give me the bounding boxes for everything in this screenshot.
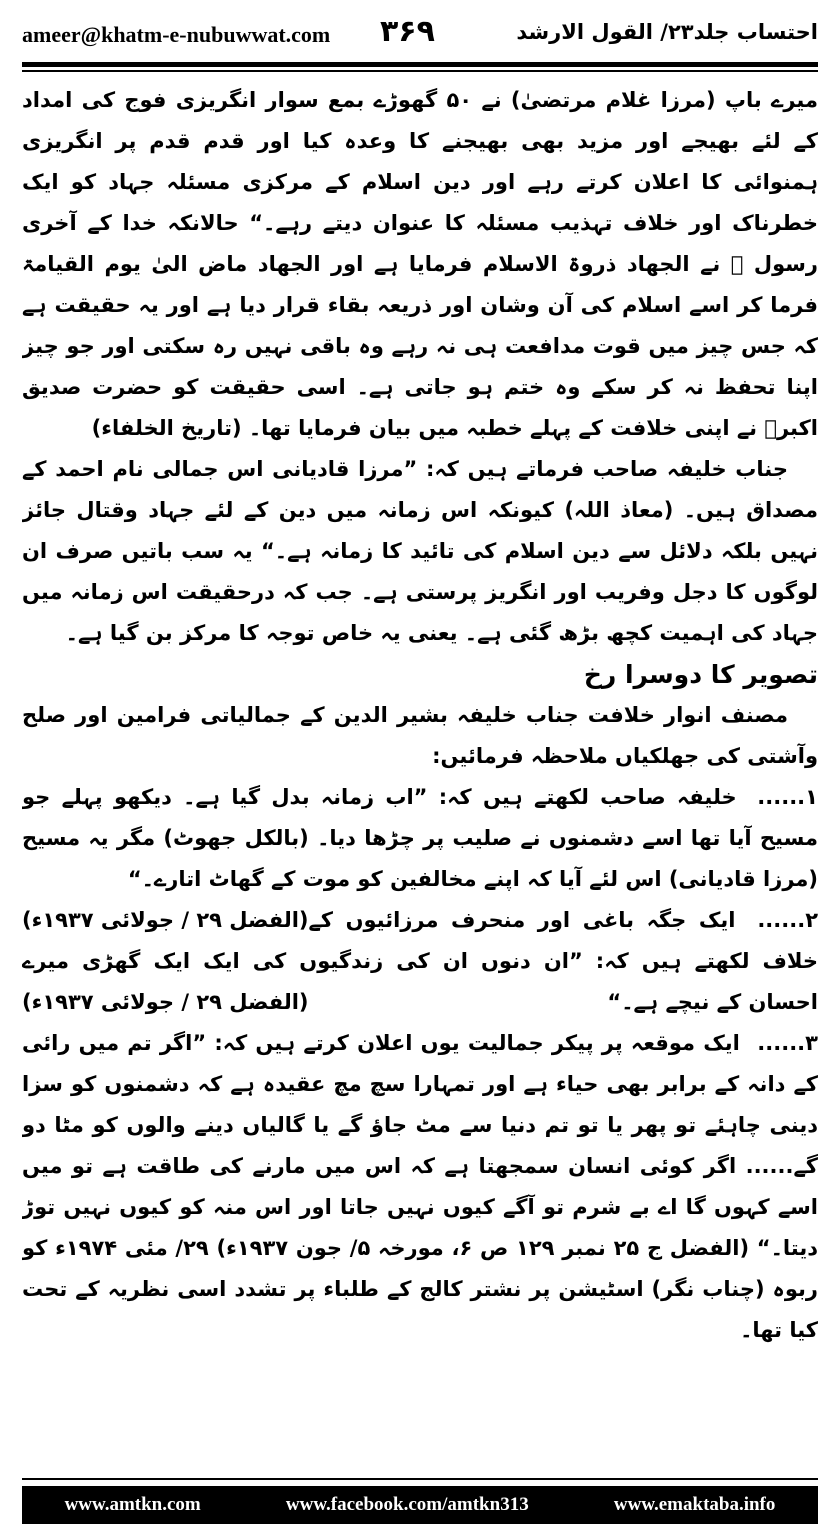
list-item-3	[22, 1023, 818, 1351]
header-rule-thick	[22, 62, 818, 67]
list-item-1	[22, 777, 818, 932]
paragraph-2: جناب خلیفہ صاحب فرماتے ہیں کہ: ”مرزا قادیانی اس جمالی نام احمد کے مصداق ہیں۔ (معاذ اللہ) کیونکہ اس زمانہ میں دین کے لئے جہاد وقتال جائز نہیں بلکہ دلائل سے دین اسلام کی تائید کا زمانہ ہے۔“ یہ سب باتیں صرف ان لوگوں کا دجل وفریب اور انگریز پرستی ہے۔ جب کہ درحقیقت اس زمانہ میں جہاد کی اہمیت کچھ بڑھ گئی ہے۔ یعنی یہ خاص توجہ کا مرکز بن گیا ہے۔	[22, 457, 818, 645]
list-item-2-text: ایک جگہ باغی اور منحرف مرزائیوں کے خلاف لکھتے ہیں کہ: ”ان دنوں ان کی زندگیوں کی ایک ایک گھڑی میرے احسان کے نیچے ہے۔“	[22, 908, 818, 1014]
footer-link-emaktaba[interactable]: www.emaktaba.info	[613, 1494, 776, 1515]
list-item-3-text: ایک موقعہ پر پیکر جمالیت یوں اعلان کرتے ہیں کہ: ”اگر تم میں رائی کے دانہ کے برابر بھی حیاء ہے اور تمہارا سچ مچ عقیدہ ہے کہ دشمنوں کو سزا دینی چاہئے تو پھر یا تو تم دنیا سے مٹ جاؤ گے یا گالیاں دینے والوں کو مٹا دو گے...... اگر کوئی انسان سمجھتا ہے کہ اس میں مارنے کی طاقت ہے تو میں اسے کہوں گا اے بے شرم تو آگے کیوں نہیں جاتا اور اس منہ کو کیوں نہیں توڑ دیتا۔“ (الفضل ج ۲۵ نمبر ۱۲۹ ص ۶، مورخہ ۵/ جون ۱۹۳۷ء) ۲۹/ مئی ۱۹۷۴ء کو ربوہ (چناب نگر) اسٹیشن پر نشتر کالج کے طلباء پر تشدد اسی نظریہ کے تحت کیا تھا۔	[22, 1031, 818, 1342]
header-rule-thin	[22, 70, 818, 72]
page-footer	[22, 1486, 818, 1524]
footer-rule	[22, 1478, 818, 1480]
section-subheading: تصویر کا دوسرا رخ	[583, 660, 818, 689]
list-item-2-citation: (الفضل ۲۹ / جولائی ۱۹۳۷ء)	[22, 990, 309, 1014]
list-item-1-number: ۱......	[757, 785, 818, 809]
paragraph-3: مصنف انوار خلافت جناب خلیفہ بشیر الدین کے جمالیاتی فرامین اور صلح وآشتی کی جھلکیاں ملاحظہ فرمائیں:	[22, 703, 818, 768]
list-item-1-citation: (الفضل ۲۹ / جولائی ۱۹۳۷ء)	[22, 908, 309, 932]
page-body	[22, 80, 818, 1465]
page-number: ۳۶۹	[380, 14, 435, 49]
list-item-3-number: ۳......	[757, 1031, 818, 1055]
page-header	[22, 14, 818, 58]
book-title: احتساب جلد۲۳/ القول الارشد	[516, 20, 818, 44]
paragraph-1: میرے باپ (مرزا غلام مرتضیٰ) نے ۵۰ گھوڑے بمع سوار انگریزی فوج کی امداد کے لئے بھیجے اور مزید بھی بھیجنے کا وعدہ کیا اور قدم قدم پر انگریزی ہمنوائی کا اعلان کرتے رہے اور دین اسلام کے مرکزی مسئلہ جہاد کو ایک خطرناک اور خلاف تہذیب مسئلہ کا عنوان دیتے رہے۔“ حالانکہ خدا کے آخری رسول ﷺ نے الجھاد ذروۃ الاسلام فرمایا ہے اور الجھاد ماض الیٰ یوم القیامۃ فرما کر اسے اسلام کی آن وشان اور ذریعہ بقاء قرار دیا ہے اور یہ حقیقت ہے کہ جس چیز میں قوت مدافعت ہی نہ رہے وہ باقی نہیں رہ سکتی اور جو چیز اپنا تحفظ نہ کر سکے وہ ختم ہو جاتی ہے۔ اسی حقیقت کو حضرت صدیق اکبرؓ نے اپنی خلافت کے پہلے خطبہ میں بیان فرمایا تھا۔ (تاریخ الخلفاء)	[22, 88, 818, 440]
list-item-1-text: خلیفہ صاحب لکھتے ہیں کہ: ”اب زمانہ بدل گیا ہے۔ دیکھو پہلے جو مسیح آیا تھا اسے دشمنوں نے صلیب پر چڑھا دیا۔ (بالکل جھوٹ) مگر یہ مسیح (مرزا قادیانی) اس لئے آیا کہ اپنے مخالفین کو موت کے گھاٹ اتارے۔“	[22, 785, 818, 891]
footer-link-facebook[interactable]: www.facebook.com/amtkn313	[285, 1494, 529, 1515]
list-item-2-number: ۲......	[757, 908, 818, 932]
header-email: ameer@khatm-e-nubuwwat.com	[22, 22, 331, 47]
footer-link-amtkn[interactable]: www.amtkn.com	[64, 1494, 201, 1515]
